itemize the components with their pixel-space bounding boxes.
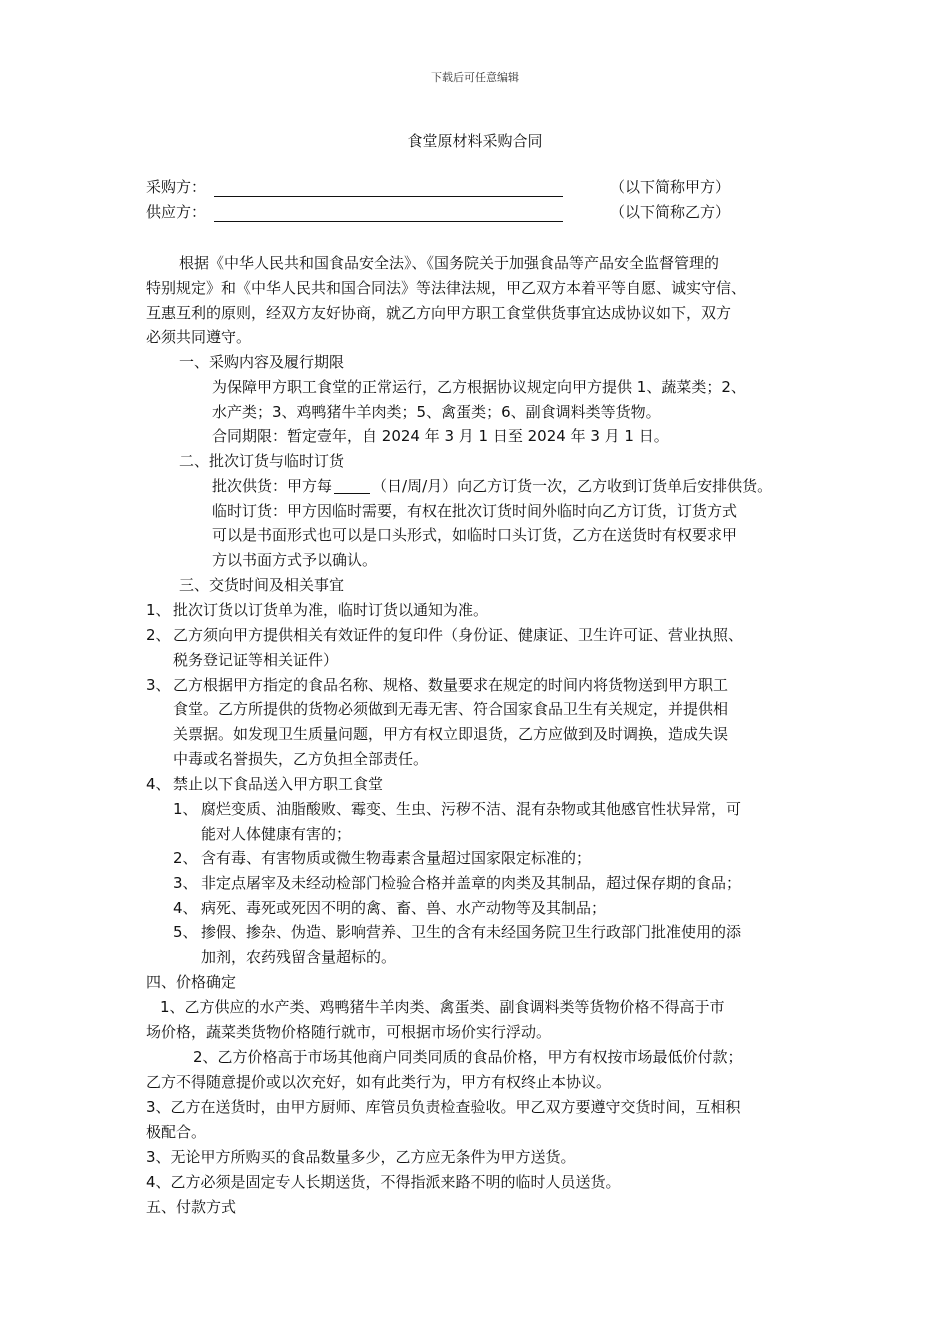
section-heading: 一、采购内容及履行期限 bbox=[179, 353, 345, 371]
item-number: 3、 bbox=[146, 676, 171, 694]
item-text: 批次订货以订货单为准，临时订货以通知为准。 bbox=[173, 601, 489, 619]
item-number: 4、 bbox=[146, 775, 171, 793]
buyer-label: 采购方： bbox=[146, 178, 207, 196]
item-text: 乙方根据甲方指定的食品名称、规格、数量要求在规定的时间内将货物送到甲方职工 bbox=[173, 676, 729, 694]
section-heading: 二、批次订货与临时订货 bbox=[179, 452, 345, 470]
section-text: 可以是书面形式也可以是口头形式，如临时口头订货，乙方在送货时有权要求甲 bbox=[212, 526, 738, 544]
price-clause: 3、乙方在送货时，由甲方厨师、库管员负责检查验收。甲乙双方要遵守交货时间，互相积 bbox=[146, 1098, 741, 1116]
section-text: 水产类；3、鸡鸭猪牛羊肉类；5、禽蛋类；6、副食调料类等货物。 bbox=[212, 403, 661, 421]
supplier-blank-line bbox=[214, 221, 563, 222]
sub-item-text: 腐烂变质、油脂酸败、霉变、生虫、污秽不洁、混有杂物或其他感官性状异常，可 bbox=[201, 800, 742, 818]
document-title: 食堂原材料采购合同 bbox=[407, 132, 543, 150]
price-clause: 3、无论甲方所购买的食品数量多少，乙方应无条件为甲方送货。 bbox=[146, 1148, 576, 1166]
item-text: 乙方须向甲方提供相关有效证件的复印件（身份证、健康证、卫生许可证、营业执照、 bbox=[173, 626, 744, 644]
sub-item-text: 非定点屠宰及未经动检部门检验合格并盖章的肉类及其制品，超过保存期的食品； bbox=[201, 874, 742, 892]
sub-item-number: 2、 bbox=[173, 849, 198, 867]
section-text: 方以书面方式予以确认。 bbox=[212, 551, 378, 569]
price-clause: 乙方不得随意提价或以次充好，如有此类行为，甲方有权终止本协议。 bbox=[146, 1073, 612, 1091]
item-text: 食堂。乙方所提供的货物必须做到无毒无害、符合国家食品卫生有关规定，并提供相 bbox=[173, 700, 729, 718]
sub-item-text: 掺假、掺杂、伪造、影响营养、卫生的含有未经国务院卫生行政部门批准使用的添 bbox=[201, 923, 742, 941]
order-frequency-blank bbox=[334, 479, 370, 494]
item-text: 税务登记证等相关证件） bbox=[173, 651, 339, 669]
sub-item-text: 含有毒、有害物质或微生物毒素含量超过国家限定标准的； bbox=[201, 849, 592, 867]
item-text: 关票据。如发现卫生质量问题，甲方有权立即退货，乙方应做到及时调换，造成失误 bbox=[173, 725, 729, 743]
price-clause: 4、乙方必须是固定专人长期送货，不得指派来路不明的临时人员送货。 bbox=[146, 1173, 621, 1191]
intro-line: 根据《中华人民共和国食品安全法》、《国务院关于加强食品等产品安全监督管理的 bbox=[179, 254, 720, 272]
sub-item-number: 3、 bbox=[173, 874, 198, 892]
batch-supply-prefix: 批次供货：甲方每 bbox=[212, 477, 333, 495]
sub-item-text: 加剂，农药残留含量超标的。 bbox=[201, 948, 397, 966]
batch-supply-suffix: （日/周/月）向乙方订货一次，乙方收到订货单后安排供货。 bbox=[372, 477, 773, 495]
intro-line: 互惠互利的原则，经双方友好协商，就乙方向甲方职工食堂供货事宜达成协议如下，双方 bbox=[146, 304, 732, 322]
contract-term: 合同期限：暂定壹年，自 2024 年 3 月 1 日至 2024 年 3 月 1 日。 bbox=[212, 427, 669, 445]
sub-item-number: 1、 bbox=[173, 800, 198, 818]
batch-supply-text bbox=[212, 476, 772, 496]
item-text: 中毒或名誉损失，乙方负担全部责任。 bbox=[173, 750, 429, 768]
section-heading: 五、付款方式 bbox=[146, 1198, 237, 1216]
item-number: 2、 bbox=[146, 626, 171, 644]
price-clause: 场价格，蔬菜类货物价格随行就市，可根据市场价实行浮动。 bbox=[146, 1023, 552, 1041]
price-clause: 2、乙方价格高于市场其他商户同类同质的食品价格，甲方有权按市场最低价付款； bbox=[193, 1048, 743, 1066]
buyer-note: （以下简称甲方） bbox=[610, 178, 731, 196]
sub-item-number: 5、 bbox=[173, 923, 198, 941]
sub-item-number: 4、 bbox=[173, 899, 198, 917]
supplier-note: （以下简称乙方） bbox=[610, 203, 731, 221]
price-clause: 1、乙方供应的水产类、鸡鸭猪牛羊肉类、禽蛋类、副食调料类等货物价格不得高于市 bbox=[160, 998, 725, 1016]
buyer-blank-line bbox=[214, 196, 563, 197]
section-heading: 四、价格确定 bbox=[146, 973, 237, 991]
intro-line: 特别规定》和《中华人民共和国合同法》等法律法规，甲乙双方本着平等自愿、诚实守信、 bbox=[146, 279, 747, 297]
item-number: 1、 bbox=[146, 601, 171, 619]
sub-item-text: 病死、毒死或死因不明的禽、畜、兽、水产动物等及其制品； bbox=[201, 899, 607, 917]
supplier-label: 供应方： bbox=[146, 203, 207, 221]
intro-line: 必须共同遵守。 bbox=[146, 328, 252, 346]
sub-item-text: 能对人体健康有害的； bbox=[201, 825, 352, 843]
page-header: 下载后可任意编辑 bbox=[431, 71, 519, 84]
section-heading: 三、交货时间及相关事宜 bbox=[179, 576, 345, 594]
section-text: 为保障甲方职工食堂的正常运行，乙方根据协议规定向甲方提供 1、蔬菜类；2、 bbox=[212, 378, 746, 396]
item-text: 禁止以下食品送入甲方职工食堂 bbox=[173, 775, 384, 793]
price-clause: 极配合。 bbox=[146, 1123, 207, 1141]
section-text: 临时订货：甲方因临时需要，有权在批次订货时间外临时向乙方订货，订货方式 bbox=[212, 502, 738, 520]
